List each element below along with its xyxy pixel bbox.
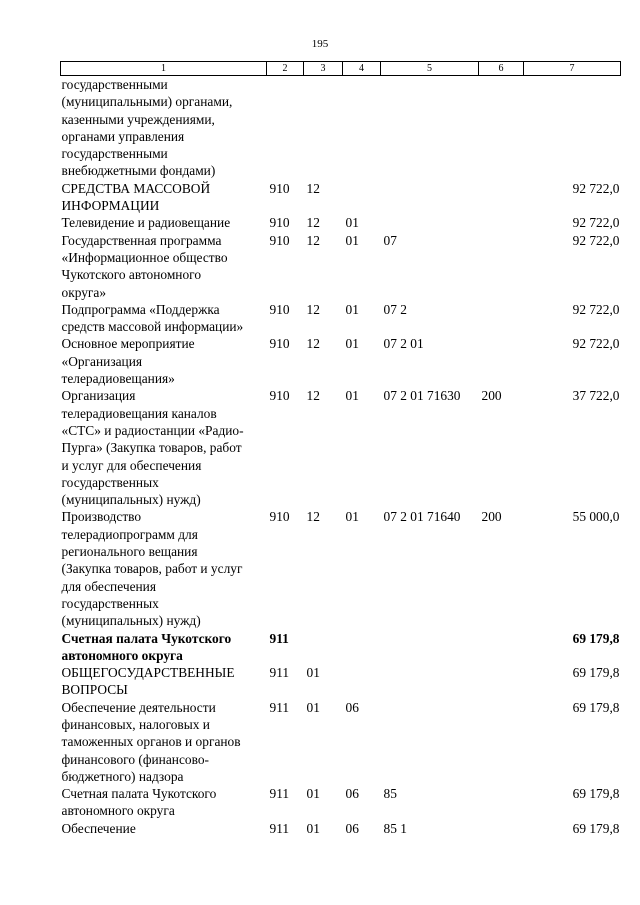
row-expense-type bbox=[479, 76, 524, 180]
row-expense-type bbox=[479, 232, 524, 301]
row-target-article bbox=[381, 76, 479, 180]
row-subsection-code: 06 bbox=[345, 699, 359, 715]
column-header-3: 3 bbox=[304, 62, 343, 76]
column-header-5: 5 bbox=[381, 62, 479, 76]
column-header-4: 4 bbox=[343, 62, 381, 76]
page-number: 195 bbox=[311, 38, 329, 50]
row-section-code: 01 bbox=[306, 820, 320, 836]
row-expense-type bbox=[479, 214, 524, 231]
table-row bbox=[61, 214, 621, 231]
row-ministry-code: 910 bbox=[269, 301, 290, 317]
row-amount: 92 722,0 bbox=[572, 232, 620, 248]
row-expense-type bbox=[479, 180, 524, 215]
row-name: СРЕДСТВА МАССОВОЙ ИНФОРМАЦИИ bbox=[61, 180, 211, 214]
row-target-article: 07 2 01 bbox=[383, 336, 424, 352]
row-target-article: 85 1 bbox=[383, 820, 407, 836]
row-amount: 69 179,8 bbox=[572, 820, 620, 836]
table-row bbox=[61, 664, 621, 699]
table-body bbox=[61, 76, 621, 838]
row-target-article bbox=[381, 180, 479, 215]
row-expense-type bbox=[479, 301, 524, 336]
table-row bbox=[61, 820, 621, 837]
row-section-code: 12 bbox=[306, 336, 320, 352]
row-amount: 69 179,8 bbox=[572, 665, 620, 681]
row-subsection-code: 01 bbox=[345, 215, 359, 231]
row-expense-type bbox=[479, 785, 524, 820]
row-amount: 69 179,8 bbox=[572, 630, 620, 646]
row-expense-type: 200 bbox=[481, 509, 502, 525]
row-target-article bbox=[381, 699, 479, 785]
row-amount: 92 722,0 bbox=[572, 180, 620, 196]
row-name: Счетная палата Чукотского автономного округа bbox=[61, 630, 232, 663]
row-name: Обеспечение bbox=[61, 820, 136, 836]
row-name: Основное мероприятие «Организация телерадиовещания» bbox=[61, 336, 195, 387]
column-header-2: 2 bbox=[267, 62, 304, 76]
table-row bbox=[61, 508, 621, 629]
row-amount: 69 179,8 bbox=[572, 699, 620, 715]
row-target-article: 85 bbox=[383, 786, 397, 802]
row-target-article bbox=[381, 664, 479, 699]
row-section-code: 12 bbox=[306, 215, 320, 231]
row-subsection-code: 01 bbox=[345, 301, 359, 317]
row-ministry-code: 911 bbox=[269, 630, 289, 646]
budget-table bbox=[60, 61, 621, 837]
row-subsection-code: 06 bbox=[345, 786, 359, 802]
row-name: Государственная программа «Информационное общество Чукотского автономного округа» bbox=[61, 232, 228, 300]
row-subsection-code: 01 bbox=[345, 388, 359, 404]
row-section-code: 12 bbox=[306, 509, 320, 525]
row-section-code: 01 bbox=[306, 786, 320, 802]
row-name: Производство телерадиопрограмм для регионального вещания (Закупка товаров, работ и услуг для обеспечения государственных (муниципальных) нужд) bbox=[61, 509, 243, 629]
column-header-7: 7 bbox=[524, 62, 621, 76]
row-ministry-code: 910 bbox=[269, 336, 290, 352]
row-amount: 92 722,0 bbox=[572, 215, 620, 231]
row-amount: 69 179,8 bbox=[572, 786, 620, 802]
row-name: Обеспечение деятельности финансовых, налоговых и таможенных органов и органов финансового (финансово- бюджетного) надзора bbox=[61, 699, 241, 784]
row-section-code bbox=[304, 630, 343, 665]
row-subsection-code bbox=[343, 664, 381, 699]
row-ministry-code: 910 bbox=[269, 180, 290, 196]
row-subsection-code: 06 bbox=[345, 820, 359, 836]
row-amount bbox=[524, 76, 621, 180]
row-name: государственными (муниципальными) органами, казенными учреждениями, органами управления государственными внебюджетными фондами) bbox=[61, 77, 233, 179]
row-amount: 92 722,0 bbox=[572, 301, 620, 317]
table-row bbox=[61, 76, 621, 180]
row-ministry-code: 911 bbox=[269, 665, 290, 681]
row-expense-type bbox=[479, 699, 524, 785]
row-section-code: 12 bbox=[306, 301, 320, 317]
row-ministry-code: 910 bbox=[269, 509, 290, 525]
row-section-code bbox=[304, 76, 343, 180]
row-expense-type bbox=[479, 664, 524, 699]
row-expense-type bbox=[479, 630, 524, 665]
row-section-code: 01 bbox=[306, 665, 320, 681]
row-section-code: 01 bbox=[306, 699, 320, 715]
row-ministry-code: 911 bbox=[269, 786, 290, 802]
table-row bbox=[61, 335, 621, 387]
row-amount: 37 722,0 bbox=[572, 388, 620, 404]
row-name: ОБЩЕГОСУДАРСТВЕННЫЕ ВОПРОСЫ bbox=[61, 665, 235, 698]
row-target-article: 07 bbox=[383, 232, 397, 248]
row-ministry-code: 911 bbox=[269, 699, 290, 715]
row-subsection-code: 01 bbox=[345, 509, 359, 525]
row-subsection-code: 01 bbox=[345, 336, 359, 352]
column-header-1: 1 bbox=[61, 62, 267, 76]
row-target-article: 07 2 bbox=[383, 301, 407, 317]
row-target-article bbox=[381, 214, 479, 231]
table-row bbox=[61, 630, 621, 665]
table-row bbox=[61, 232, 621, 301]
row-section-code: 12 bbox=[306, 388, 320, 404]
row-ministry-code: 910 bbox=[269, 388, 290, 404]
row-subsection-code bbox=[343, 180, 381, 215]
row-target-article: 07 2 01 71640 bbox=[383, 509, 461, 525]
row-ministry-code: 910 bbox=[269, 215, 290, 231]
row-ministry-code: 911 bbox=[269, 820, 290, 836]
row-name: Организация телерадиовещания каналов «СТС» и радиостанции «Радио- Пурга» (Закупка товаров, работ и услуг для обеспечения государственных (муниципальных) нужд) bbox=[61, 388, 244, 508]
row-amount: 92 722,0 bbox=[572, 336, 620, 352]
row-amount: 55 000,0 bbox=[572, 509, 620, 525]
table-row bbox=[61, 699, 621, 785]
row-subsection-code bbox=[343, 630, 381, 665]
table-row bbox=[61, 301, 621, 336]
row-section-code: 12 bbox=[306, 180, 320, 196]
row-expense-type bbox=[479, 335, 524, 387]
row-subsection-code: 01 bbox=[345, 232, 359, 248]
row-subsection-code bbox=[343, 76, 381, 180]
row-name: Подпрограмма «Поддержка средств массовой информации» bbox=[61, 301, 244, 335]
row-expense-type bbox=[479, 820, 524, 837]
table-header bbox=[61, 62, 621, 76]
row-name: Телевидение и радиовещание bbox=[61, 215, 231, 231]
row-target-article bbox=[381, 630, 479, 665]
column-header-6: 6 bbox=[479, 62, 524, 76]
table-row bbox=[61, 180, 621, 215]
header-row bbox=[61, 62, 621, 76]
table-row bbox=[61, 387, 621, 508]
row-name: Счетная палата Чукотского автономного округа bbox=[61, 786, 217, 819]
table-row bbox=[61, 785, 621, 820]
row-expense-type: 200 bbox=[481, 388, 502, 404]
row-ministry-code bbox=[267, 76, 304, 180]
row-ministry-code: 910 bbox=[269, 232, 290, 248]
row-target-article: 07 2 01 71630 bbox=[383, 388, 461, 404]
row-section-code: 12 bbox=[306, 232, 320, 248]
